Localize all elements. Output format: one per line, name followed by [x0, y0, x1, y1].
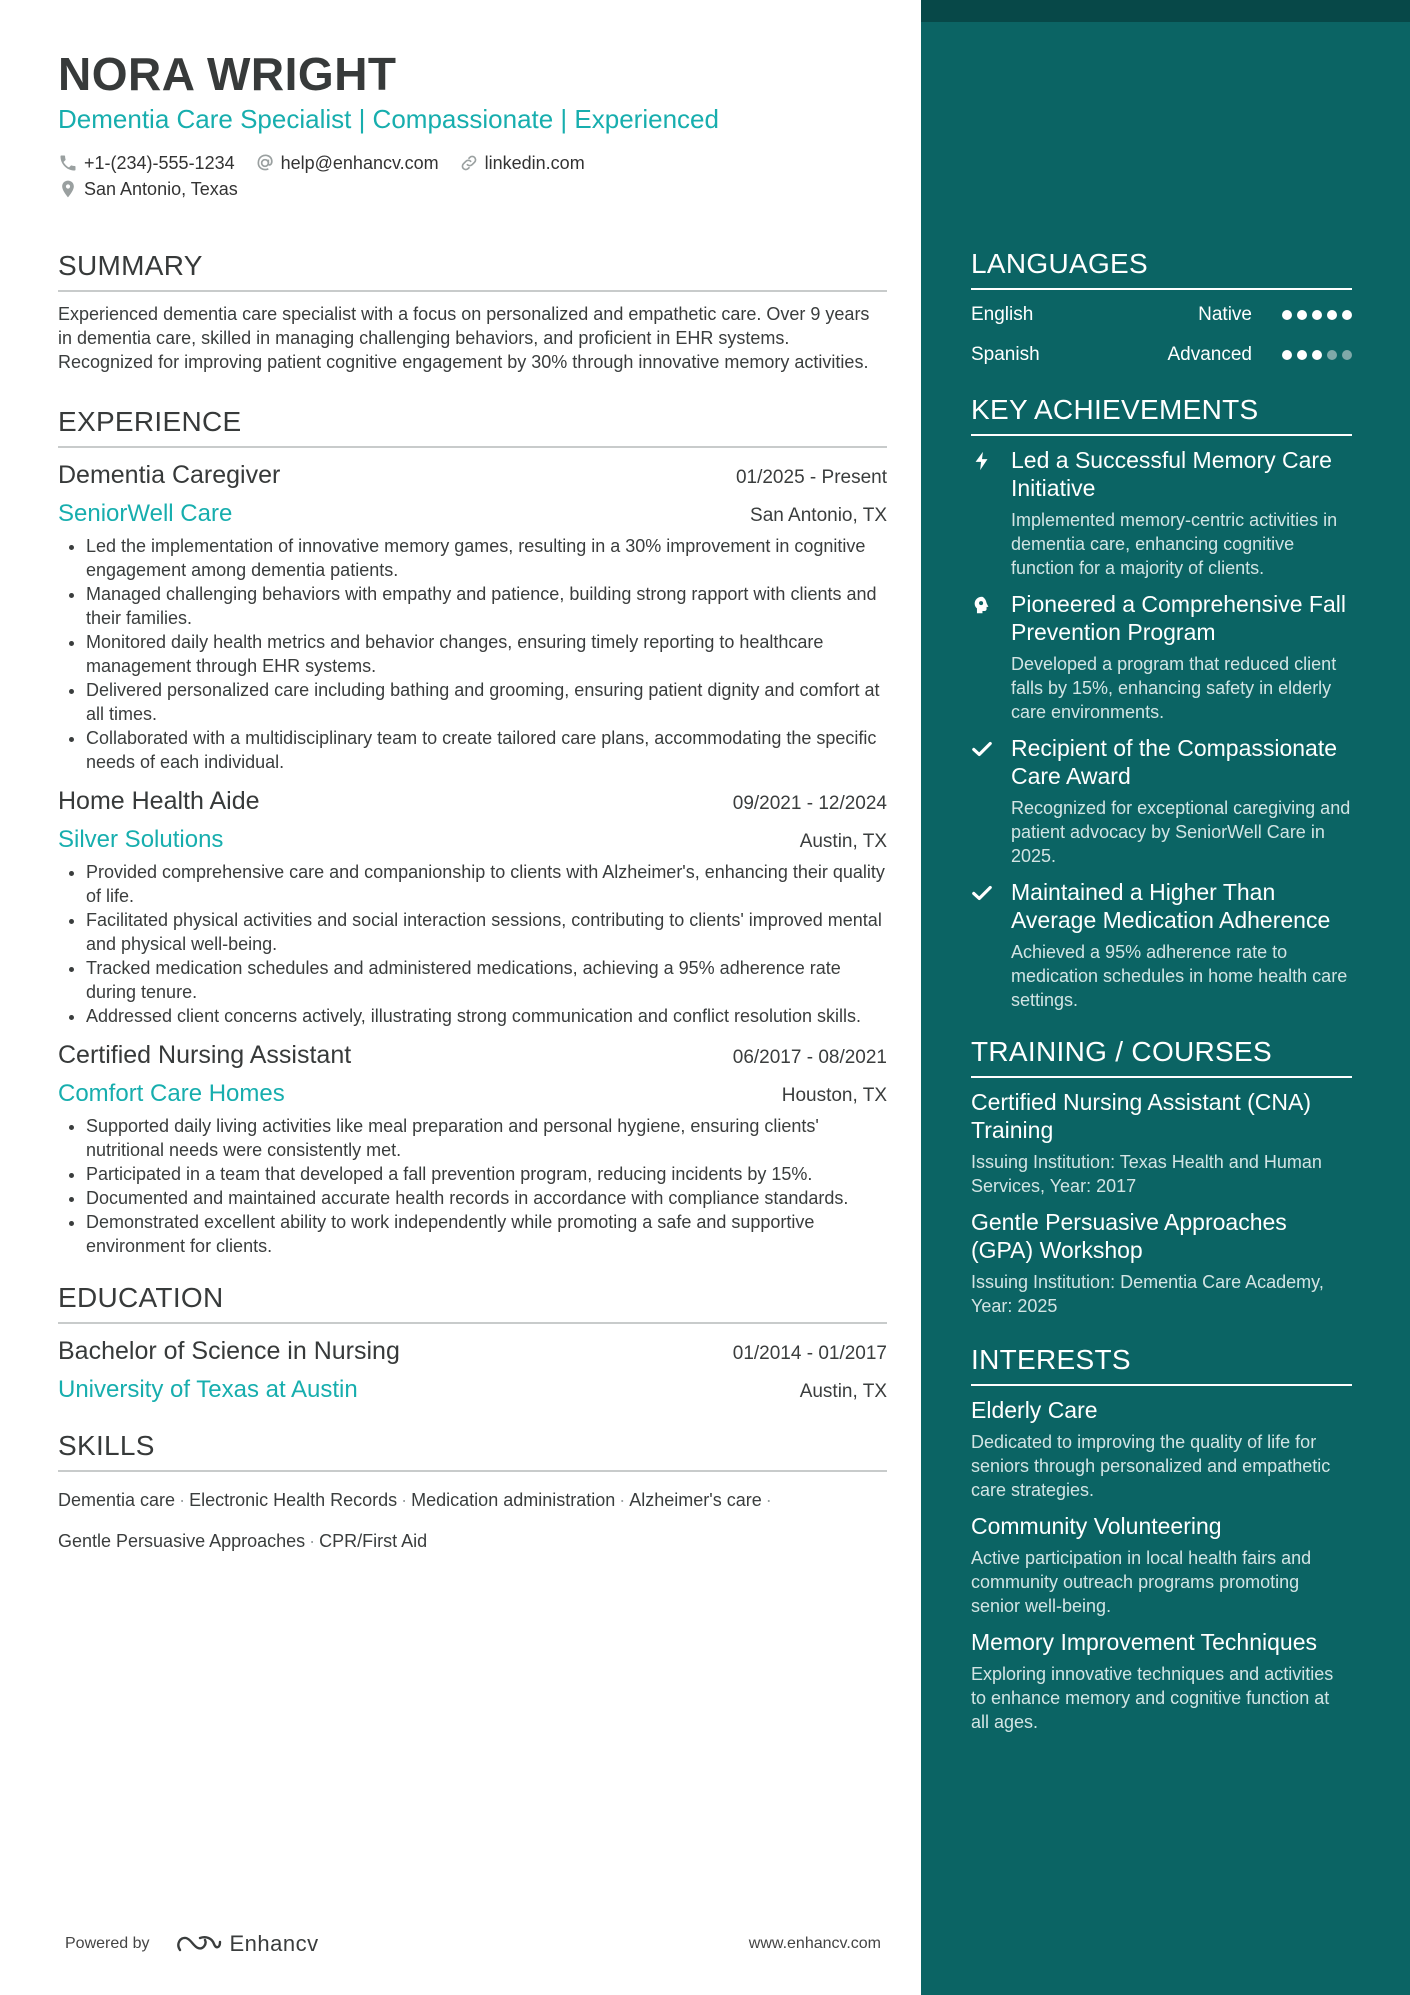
sidebar	[921, 0, 1410, 1995]
achievements-section	[971, 392, 1352, 1012]
training-title: TRAINING / COURSES	[971, 1034, 1352, 1078]
job-bullet: • Supported daily living activities like meal preparation and personal hygiene, ensuring clients' nutritional needs were consistently met.	[86, 1114, 887, 1162]
achievement-item	[971, 734, 1352, 868]
phone-text: +1-(234)-555-1234	[84, 153, 235, 173]
interests-title: INTERESTS	[971, 1342, 1352, 1386]
job-bullet: • Monitored daily health metrics and behavior changes, ensuring timely reporting to healthcare management through EHR systems.	[86, 630, 887, 678]
headline: Dementia Care Specialist | Compassionate | Experienced	[58, 104, 719, 134]
course-item	[971, 1088, 1352, 1198]
job-location: San Antonio, TX	[750, 505, 887, 526]
summary-title: SUMMARY	[58, 248, 887, 292]
language-item	[971, 300, 1352, 330]
skill-item: Alzheimer's care	[629, 1490, 762, 1510]
dot-filled	[1282, 310, 1292, 320]
job-bullets	[58, 1114, 887, 1258]
at-icon	[255, 153, 275, 173]
achievements-title: KEY ACHIEVEMENTS	[971, 392, 1352, 436]
job-entry	[58, 784, 887, 1028]
website-link[interactable]: www.enhancv.com	[748, 1935, 881, 1952]
job-entry	[58, 458, 887, 774]
experience-title: EXPERIENCE	[58, 404, 887, 448]
achievement-desc: Recognized for exceptional caregiving and patient advocacy by SeniorWell Care in 2025.	[1011, 798, 1351, 866]
job-title: Home Health Aide	[58, 787, 260, 815]
summary-section	[58, 248, 887, 374]
job-bullet: • Participated in a team that developed a fall prevention program, reducing incidents by 15%.	[86, 1162, 887, 1186]
linkedin-contact[interactable]	[459, 150, 585, 176]
interest-item	[971, 1628, 1352, 1734]
training-section	[971, 1034, 1352, 1318]
job-bullet: • Tracked medication schedules and administered medications, achieving a 95% adherence rate during tenure.	[86, 956, 887, 1004]
location-contact	[58, 176, 238, 202]
brain-icon	[971, 594, 993, 616]
job-bullets	[58, 860, 887, 1028]
language-name: Spanish	[971, 344, 1040, 365]
experience-section	[58, 404, 887, 1258]
job-bullets	[58, 534, 887, 774]
job-company: Comfort Care Homes	[58, 1080, 285, 1107]
education-entry	[58, 1334, 887, 1406]
job-title: Certified Nursing Assistant	[58, 1041, 352, 1069]
skills-list: Dementia care · Electronic Health Records · Medication administration · Alzheimer's care · Gentle Persuasive Approaches · CPR/First Aid	[58, 1490, 772, 1551]
link-icon	[459, 153, 479, 173]
job-bullet: • Managed challenging behaviors with empathy and patience, building strong rapport with clients and their families.	[86, 582, 887, 630]
achievement-title: Led a Successful Memory Care Initiative	[1011, 447, 1332, 501]
dot-filled	[1282, 350, 1292, 360]
email-contact[interactable]	[255, 150, 439, 176]
language-level: Advanced	[1167, 344, 1252, 365]
proficiency-dots	[1282, 310, 1352, 320]
skill-item: Electronic Health Records	[189, 1490, 398, 1510]
dot-filled	[1312, 350, 1322, 360]
achievement-title: Recipient of the Compassionate Care Award	[1011, 735, 1338, 789]
skills-title: SKILLS	[58, 1428, 887, 1472]
job-date: 01/2025 - Present	[735, 467, 887, 488]
interest-title: Elderly Care	[971, 1397, 1098, 1423]
dot-filled	[1297, 350, 1307, 360]
job-company: Silver Solutions	[58, 826, 224, 853]
enhancv-logo-icon	[176, 1932, 222, 1956]
education-section	[58, 1280, 887, 1406]
job-date: 06/2017 - 08/2021	[732, 1047, 887, 1068]
footer	[65, 1931, 881, 1957]
contact-info	[58, 150, 887, 202]
languages-section	[971, 246, 1352, 370]
skill-item: CPR/First Aid	[319, 1531, 428, 1551]
dot-filled	[1297, 310, 1307, 320]
proficiency-dots	[1282, 350, 1352, 360]
language-item	[971, 340, 1352, 370]
education-date: 01/2014 - 01/2017	[732, 1343, 887, 1364]
interest-item	[971, 1396, 1352, 1502]
education-location: Austin, TX	[799, 1381, 887, 1402]
phone-icon	[58, 153, 78, 173]
job-bullet: • Provided comprehensive care and companionship to clients with Alzheimer's, enhancing their quality of life.	[86, 860, 887, 908]
job-title: Dementia Caregiver	[58, 461, 281, 489]
course-desc: Issuing Institution: Texas Health and Human Services, Year: 2017	[971, 1152, 1322, 1196]
job-location: Austin, TX	[799, 831, 887, 852]
dot-filled	[1342, 310, 1352, 320]
job-bullet: • Collaborated with a multidisciplinary team to create tailored care plans, accommodating the specific needs of each individual.	[86, 726, 887, 774]
job-bullet: • Demonstrated excellent ability to work independently while promoting a safe and supportive environment for clients.	[86, 1210, 887, 1258]
lightning-icon	[971, 450, 993, 472]
job-entry	[58, 1038, 887, 1258]
location-text: San Antonio, Texas	[84, 179, 238, 199]
skills-section	[58, 1428, 887, 1562]
interest-item	[971, 1512, 1352, 1618]
achievement-desc: Achieved a 95% adherence rate to medication schedules in home health care settings.	[1011, 942, 1348, 1010]
location-pin-icon	[58, 179, 78, 199]
degree: Bachelor of Science in Nursing	[58, 1337, 400, 1365]
job-location: Houston, TX	[781, 1085, 887, 1106]
interest-title: Memory Improvement Techniques	[971, 1629, 1317, 1655]
skill-item: Medication administration	[411, 1490, 616, 1510]
achievement-title: Maintained a Higher Than Average Medication Adherence	[1011, 879, 1331, 933]
course-item	[971, 1208, 1352, 1318]
sidebar-top-bar	[921, 0, 1410, 22]
phone-contact[interactable]	[58, 150, 235, 176]
interests-section	[971, 1342, 1352, 1734]
dot-empty	[1342, 350, 1352, 360]
dot-empty	[1327, 350, 1337, 360]
languages-title: LANGUAGES	[971, 246, 1352, 290]
skill-item: Gentle Persuasive Approaches	[58, 1531, 306, 1551]
brand-logo[interactable]	[176, 1931, 319, 1957]
skill-item: Dementia care	[58, 1490, 176, 1510]
school-name: University of Texas at Austin	[58, 1376, 358, 1403]
education-title: EDUCATION	[58, 1280, 887, 1324]
interest-title: Community Volunteering	[971, 1513, 1222, 1539]
language-name: English	[971, 304, 1034, 325]
brand-name: Enhancv	[229, 1931, 319, 1956]
check-icon	[971, 882, 993, 904]
course-desc: Issuing Institution: Dementia Care Academy, Year: 2025	[971, 1272, 1324, 1316]
email-text: help@enhancv.com	[280, 153, 439, 173]
achievement-item	[971, 590, 1352, 724]
candidate-name: NORA WRIGHT	[58, 48, 397, 100]
achievement-desc: Developed a program that reduced client falls by 15%, enhancing safety in elderly care environments.	[1011, 654, 1337, 722]
linkedin-text: linkedin.com	[484, 153, 585, 173]
job-date: 09/2021 - 12/2024	[732, 793, 887, 814]
summary-text: Experienced dementia care specialist with a focus on personalized and empathetic care. Over 9 years in dementia care, skilled in managing challenging behaviors, and proficient in EHR systems. Recognized for improving patient cognitive engagement by 30% through innovative memory activities.	[58, 304, 870, 372]
job-bullet: • Facilitated physical activities and social interaction sessions, contributing to clients' improved mental and physical well-being.	[86, 908, 887, 956]
dot-filled	[1312, 310, 1322, 320]
powered-by-label: Powered by	[65, 1935, 150, 1952]
interest-desc: Dedicated to improving the quality of life for seniors through personalized and empathetic care strategies.	[971, 1432, 1331, 1500]
achievement-title: Pioneered a Comprehensive Fall Prevention Program	[1011, 591, 1346, 645]
course-title: Gentle Persuasive Approaches (GPA) Workshop	[971, 1209, 1287, 1263]
interest-desc: Active participation in local health fairs and community outreach programs promoting senior well-being.	[971, 1548, 1312, 1616]
achievement-desc: Implemented memory-centric activities in dementia care, enhancing cognitive function for a majority of clients.	[1011, 510, 1338, 578]
check-icon	[971, 738, 993, 760]
job-bullet: • Documented and maintained accurate health records in accordance with compliance standards.	[86, 1186, 887, 1210]
job-bullet: • Addressed client concerns actively, illustrating strong communication and conflict resolution skills.	[86, 1004, 887, 1028]
course-title: Certified Nursing Assistant (CNA) Training	[971, 1089, 1311, 1143]
achievement-item	[971, 878, 1352, 1012]
interest-desc: Exploring innovative techniques and activities to enhance memory and cognitive function at all ages.	[971, 1664, 1334, 1732]
job-bullet: • Delivered personalized care including bathing and grooming, ensuring patient dignity and comfort at all times.	[86, 678, 887, 726]
job-company: SeniorWell Care	[58, 500, 233, 527]
job-bullet: • Led the implementation of innovative memory games, resulting in a 30% improvement in cognitive engagement among dementia patients.	[86, 534, 887, 582]
language-level: Native	[1198, 304, 1252, 325]
achievement-item	[971, 446, 1352, 580]
dot-filled	[1327, 310, 1337, 320]
